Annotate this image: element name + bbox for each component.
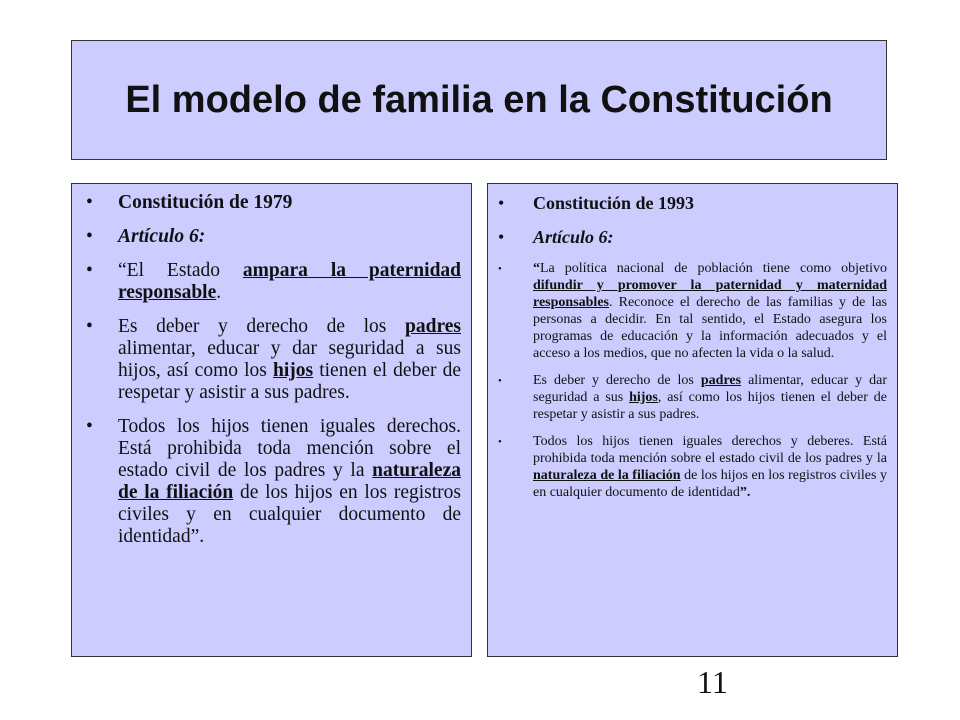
section-heading: Constitución de 1979 [118,192,293,213]
emphasis: padres [405,316,461,337]
text: Todos los hijos tienen iguales derechos. Está prohibida toda mención sobre el estado civil de los padres y la [118,416,461,481]
list-item [86,226,461,248]
text: “El Estado [118,260,243,281]
quote-mark: “ [533,261,540,276]
constitution-1979-list [72,184,471,548]
text: , así como los hijos tienen el deber de respetar y asistir a sus padres. [533,390,887,422]
title-box [71,40,887,160]
bullet-icon: • [498,227,505,247]
text: alimentar, educar y dar seguridad a sus [533,373,888,405]
constitution-1993-panel [487,183,898,657]
emphasis: ampara la paternidad responsable [118,260,462,303]
list-item [498,226,887,248]
constitution-1993-list [488,184,897,501]
list-item [498,260,887,362]
emphasis: hijos [629,390,658,405]
emphasis: naturaleza de la filiación [118,460,461,503]
bullet-icon: • [86,192,93,213]
bullet-icon: • [86,316,93,337]
text: . Reconoce el derecho de las familias y de las personas a decidir. En tal sentido, el Estado asegura los programas de educación y la información adecuados y el acceso a los medios, que no afecten la vida o la salud. [533,295,887,361]
quote-mark: ”. [739,485,751,500]
bullet-icon: • [498,193,505,213]
article-label: Artículo 6: [118,226,206,247]
text: de los hijos en los registros civiles y en cualquier documento de identidad”. [118,482,461,547]
list-item [498,433,887,501]
text: . [216,282,222,303]
text: Es deber y derecho de los [533,373,701,388]
slide-title: El modelo de familia en la Constitución [125,78,833,121]
emphasis: padres [700,373,742,388]
text: Todos los hijos tienen iguales derechos y deberes. Está prohibida toda mención sobre el estado civil de los padres y la [533,434,887,466]
text: La política nacional de población tiene como objetivo [540,261,887,276]
emphasis: hijos [273,360,314,381]
list-item [86,260,461,304]
emphasis: difundir y promover la paternidad y maternidad responsables [533,278,887,310]
bullet-icon: • [498,375,502,387]
list-item [86,316,461,404]
emphasis: naturaleza de la filiación [533,468,681,483]
list-item [86,416,461,548]
bullet-icon: • [86,260,93,281]
list-item [498,192,887,214]
text: Es deber y derecho de los [118,316,405,337]
article-label: Artículo 6: [533,227,614,247]
bullet-icon: • [498,263,502,275]
page-number: 11 [697,664,728,700]
list-item [86,192,461,214]
list-item [498,372,887,423]
text: alimentar, educar y dar seguridad a sus hijos, así como los [118,338,461,381]
text: tienen el deber de respetar y asistir a sus padres. [118,360,461,403]
bullet-icon: • [86,226,93,247]
text: de los hijos en los registros civiles y en cualquier documento de identidad [533,468,887,500]
bullet-icon: • [498,436,502,448]
section-heading: Constitución de 1993 [533,193,695,213]
bullet-icon: • [86,416,93,437]
constitution-1979-panel [71,183,472,657]
